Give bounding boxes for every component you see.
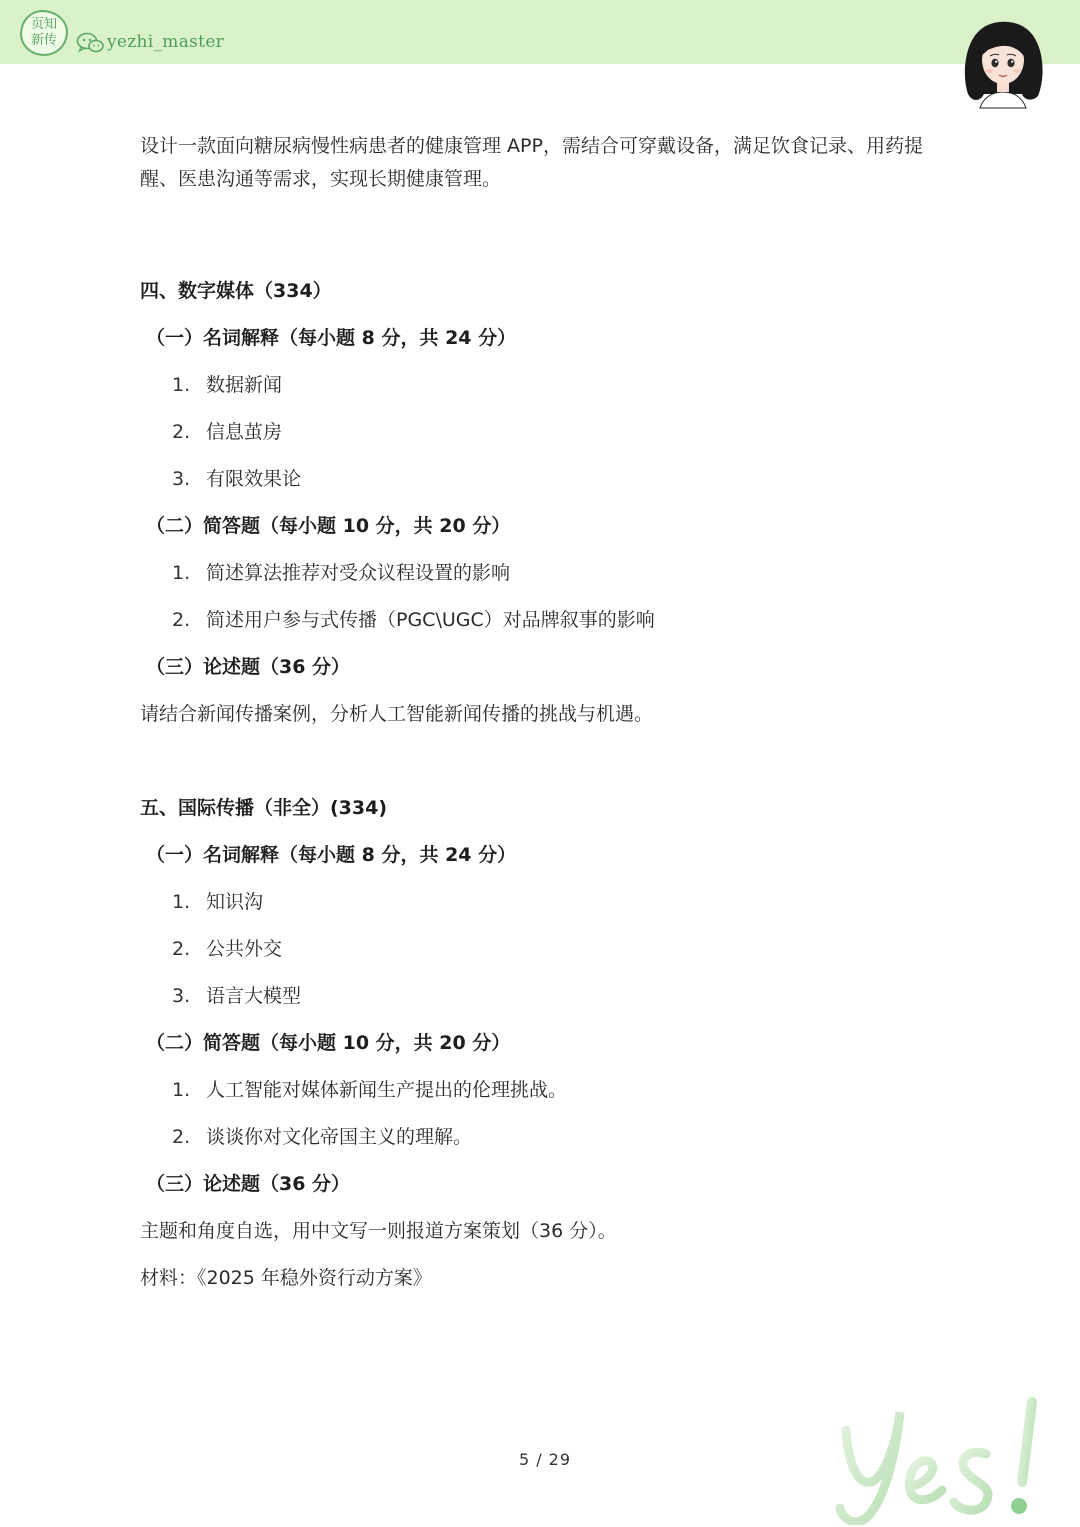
wechat-icon (76, 32, 104, 54)
essay-material: 材料：《2025 年稳外资行动方案》 (140, 1267, 432, 1289)
subsection-title-terms: （一）名词解释（每小题 8 分，共 24 分） (146, 844, 517, 866)
list-text: 数据新闻 (206, 374, 283, 396)
list-item (140, 558, 950, 588)
list-number: 1. (172, 1079, 191, 1101)
section-title-international-communication: 五、国际传播（非全）(334) (140, 797, 388, 819)
list-item (140, 1075, 950, 1105)
essay-prompt: 主题和角度自选，用中文写一则报道方案策划（36 分）。 (140, 1220, 617, 1242)
page-number: 5 / 29 (518, 1450, 572, 1469)
list-text: 简述用户参与式传播（PGC\UGC）对品牌叙事的影响 (206, 609, 655, 631)
list-number: 2. (172, 938, 191, 960)
list-text: 简述算法推荐对受众议程设置的影响 (206, 562, 511, 584)
intro-paragraph: 设计一款面向糖尿病慢性病患者的健康管理 APP，需结合可穿戴设备，满足饮食记录、用药提醒、医患沟通等需求，实现长期健康管理。 (140, 135, 923, 190)
list-number: 2. (172, 609, 191, 631)
document-body (140, 130, 950, 1293)
list-item (140, 981, 950, 1011)
list-number: 1. (172, 374, 191, 396)
list-item (140, 1122, 950, 1152)
list-text: 人工智能对媒体新闻生产提出的伦理挑战。 (206, 1079, 568, 1101)
yes-watermark-logo (826, 1390, 1056, 1525)
list-item (140, 934, 950, 964)
subsection-title-essay: （三）论述题（36 分） (146, 1173, 351, 1195)
subsection-title-essay: （三）论述题（36 分） (146, 656, 351, 678)
subsection-title-short-answer: （二）简答题（每小题 10 分，共 20 分） (146, 515, 511, 537)
subsection-title-terms: （一）名词解释（每小题 8 分，共 24 分） (146, 327, 517, 349)
list-number: 1. (172, 891, 191, 913)
section-title-digital-media: 四、数字媒体（334） (140, 280, 332, 302)
account-name: yezhi_master (107, 32, 225, 52)
list-text: 公共外交 (206, 938, 283, 960)
list-text: 谈谈你对文化帝国主义的理解。 (206, 1126, 473, 1148)
list-text: 知识沟 (206, 891, 264, 913)
list-text: 有限效果论 (206, 468, 302, 490)
list-text: 语言大模型 (206, 985, 302, 1007)
list-number: 3. (172, 468, 191, 490)
list-item (140, 370, 950, 400)
essay-prompt: 请结合新闻传播案例，分析人工智能新闻传播的挑战与机遇。 (140, 703, 654, 725)
list-number: 2. (172, 421, 191, 443)
list-text: 信息茧房 (206, 421, 283, 443)
list-item (140, 417, 950, 447)
list-number: 3. (172, 985, 191, 1007)
avatar (958, 16, 1048, 112)
logo-badge (20, 10, 68, 56)
list-item (140, 887, 950, 917)
list-item (140, 464, 950, 494)
list-number: 1. (172, 562, 191, 584)
list-number: 2. (172, 1126, 191, 1148)
list-item (140, 605, 950, 635)
logo-text-line2: 新传 (30, 33, 57, 48)
logo-text-line1: 页知 (30, 17, 57, 32)
subsection-title-short-answer: （二）简答题（每小题 10 分，共 20 分） (146, 1032, 511, 1054)
